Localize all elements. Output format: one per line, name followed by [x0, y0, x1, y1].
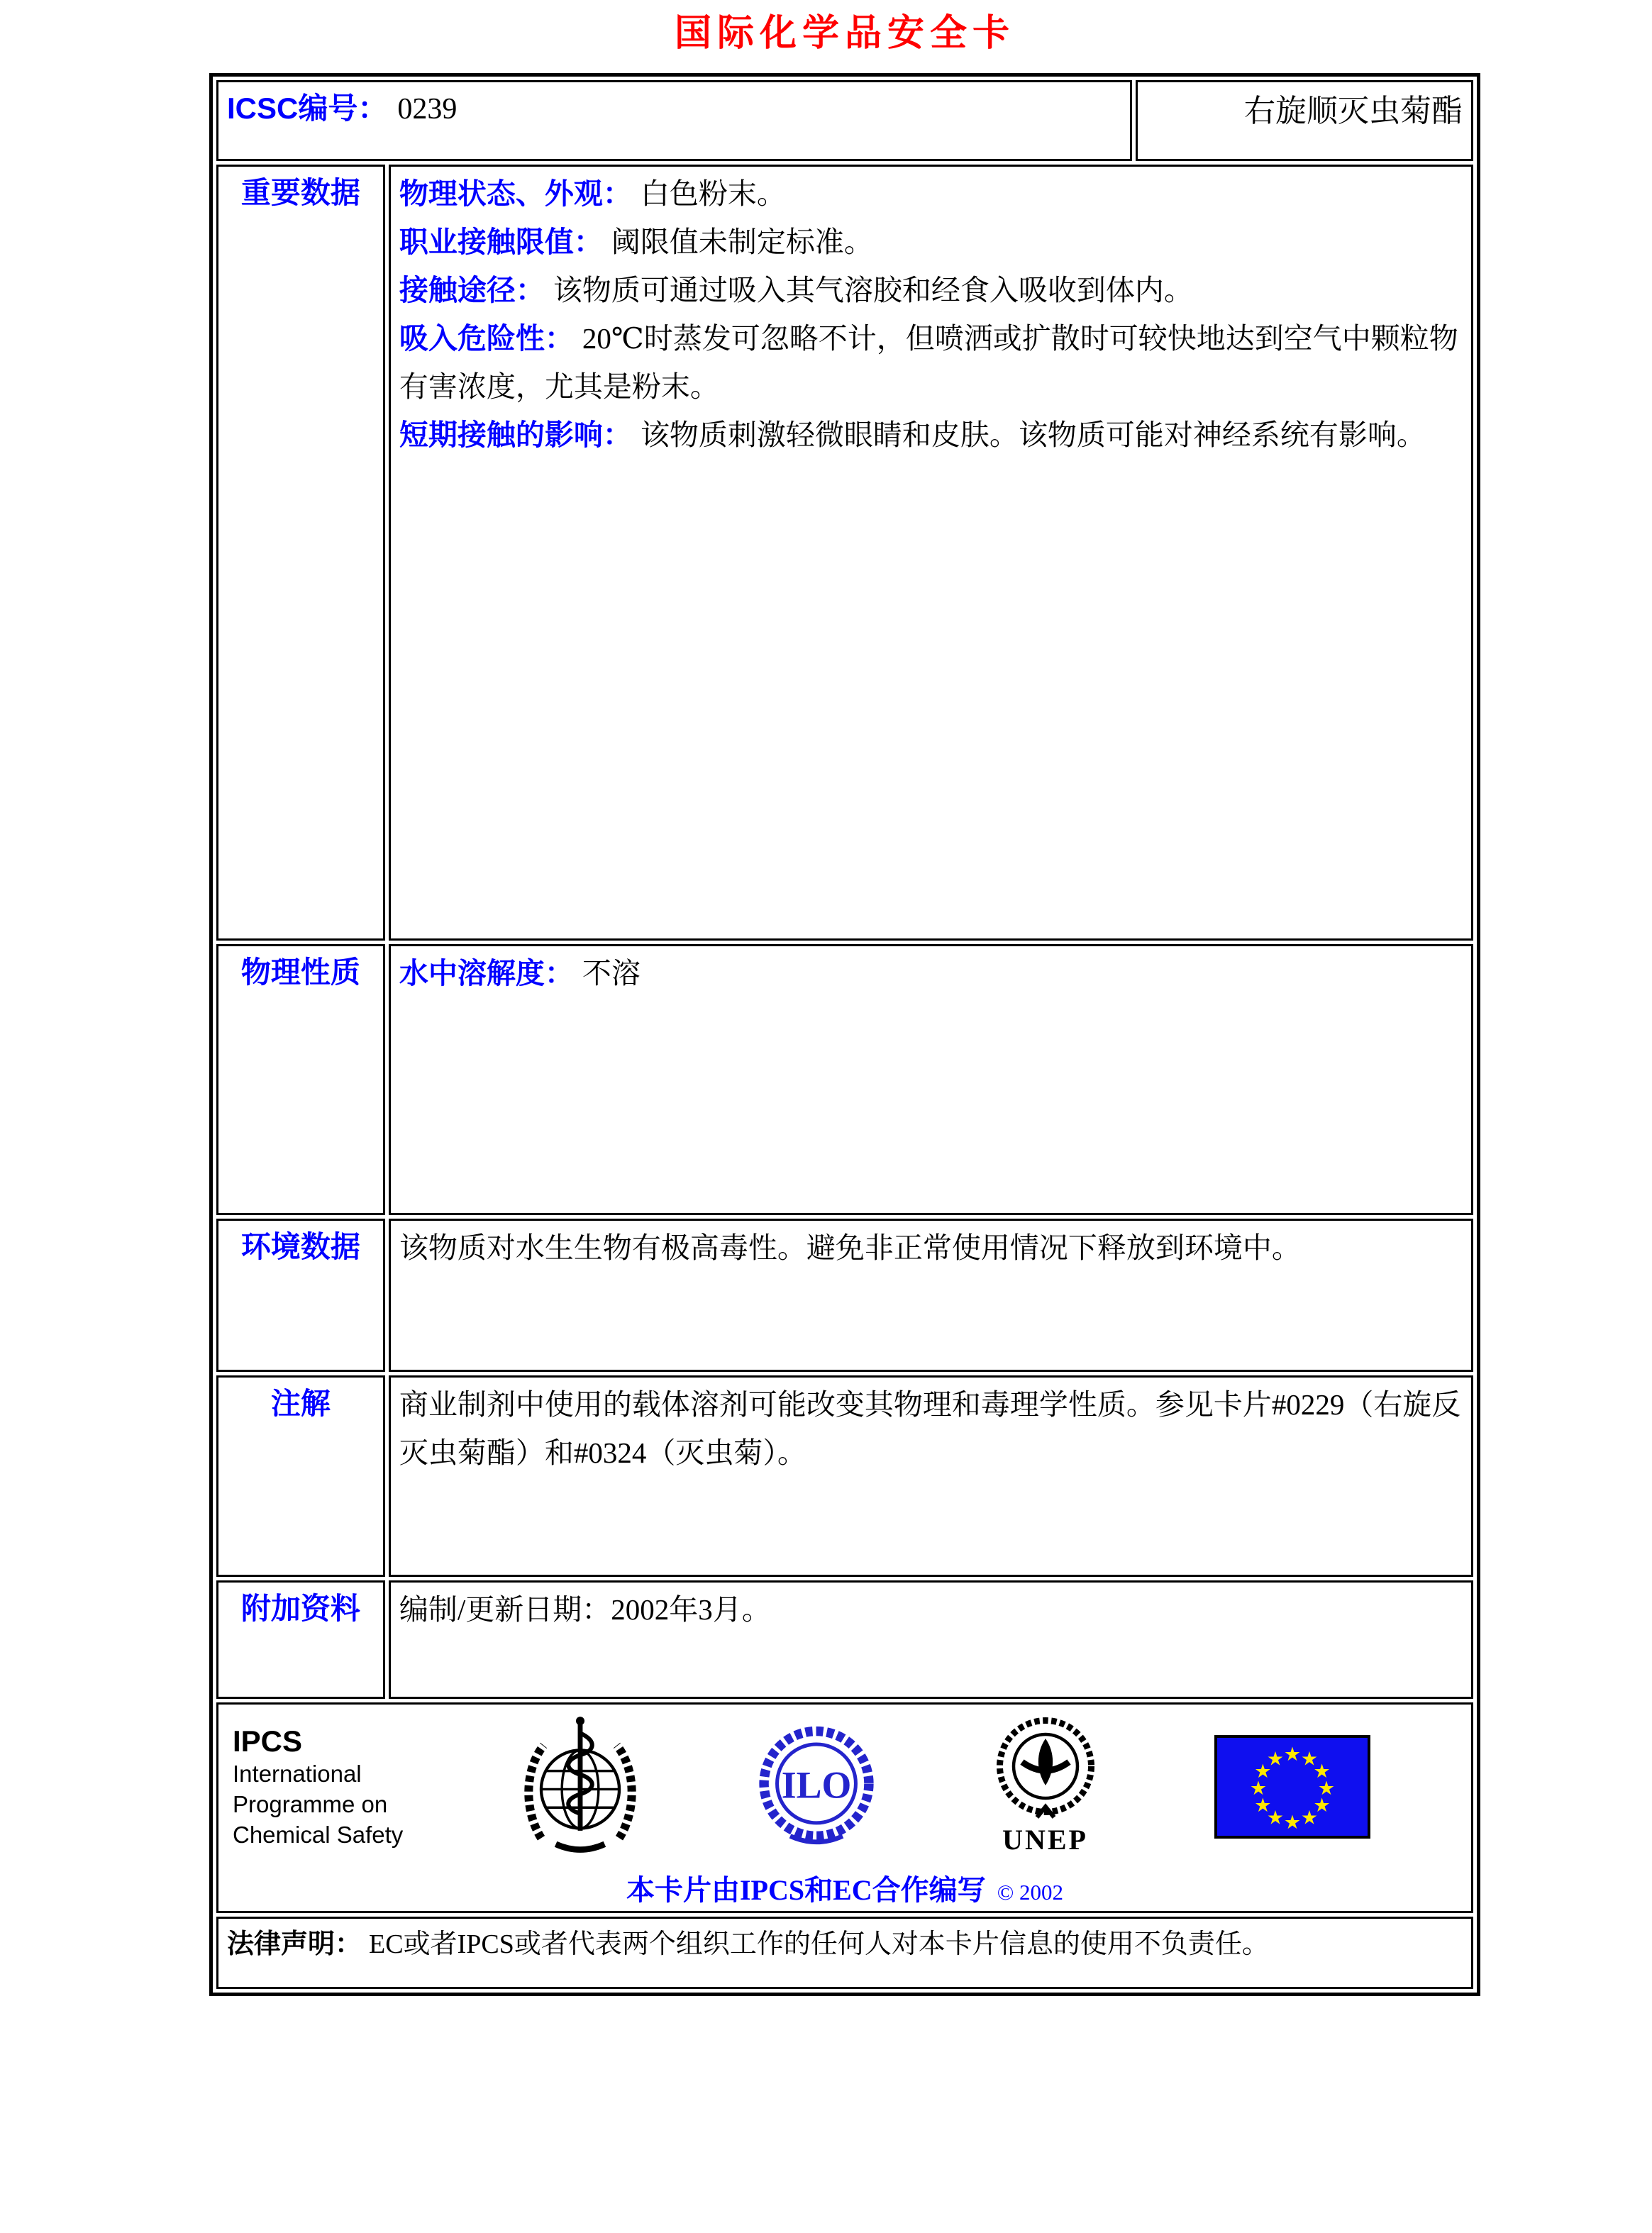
environmental-data-content — [389, 1219, 1473, 1372]
field-value-short-term-effects: 该物质刺激轻微眼睛和皮肤。该物质可能对神经系统有影响。 — [640, 419, 1426, 451]
svg-text:★: ★ — [1283, 1744, 1302, 1766]
legal-text: EC或者IPCS或者代表两个组织工作的任何人对本卡片信息的使用不负责任。 — [369, 1929, 1269, 1959]
field-inhalation-risk — [399, 314, 1463, 411]
field-label-short-term-effects: 短期接触的影响： — [399, 419, 632, 451]
field-label-physical-state: 物理状态、外观： — [399, 177, 632, 210]
field-value-inhalation-risk: 20℃时蒸发可忽略不计，但喷洒或扩散时可较快地达到空气中颗粒物有害浓度，尤其是粉末。 — [399, 322, 1458, 403]
eu-flag-icon — [1214, 1735, 1370, 1839]
ipcs-subtitle-line3: Chemical Safety — [233, 1821, 404, 1848]
additional-info-text: 编制/更新日期：2002年3月。 — [399, 1593, 771, 1626]
chemical-name: 右旋顺灭虫菊酯 — [1244, 94, 1463, 128]
field-value-physical-state: 白色粉末。 — [640, 177, 786, 210]
icsc-number-label: ICSC编号： — [227, 92, 388, 125]
svg-text:★: ★ — [1266, 1807, 1285, 1829]
legal-cell — [216, 1917, 1473, 1989]
unep-label: UNEP — [1002, 1824, 1088, 1856]
logos-row — [216, 1702, 1473, 1913]
field-label-occupational-limits: 职业接触限值： — [399, 226, 603, 258]
header-row — [216, 80, 1473, 161]
credit-text: 本卡片由IPCS和EC合作编写 — [626, 1874, 986, 1906]
field-physical-state — [399, 170, 1463, 218]
svg-text:★: ★ — [1254, 1795, 1272, 1817]
ilo-letters: ILO — [781, 1763, 852, 1807]
field-short-term-effects — [399, 411, 1463, 459]
svg-text:★: ★ — [1313, 1795, 1331, 1817]
svg-text:★: ★ — [1300, 1748, 1319, 1771]
field-value-water-solubility: 不溶 — [582, 957, 641, 990]
icsc-card-table — [209, 73, 1480, 1996]
field-label-exposure-routes: 接触途径： — [399, 274, 545, 306]
who-emblem-icon — [519, 1716, 641, 1858]
environmental-data-text: 该物质对水生生物有极高毒性。避免非正常使用情况下释放到环境中。 — [399, 1231, 1301, 1264]
svg-text:★: ★ — [1300, 1807, 1319, 1829]
icsc-number-value: 0239 — [397, 93, 458, 126]
section-label-additional-info: 附加资料 — [216, 1580, 385, 1699]
logos-cell — [216, 1702, 1473, 1913]
legal-label: 法律声明： — [227, 1929, 362, 1959]
notes-text: 商业制剂中使用的载体溶剂可能改变其物理和毒理学性质。参见卡片#0229（右旋反灭虫菊酯）和#0324（灭虫菊）。 — [399, 1388, 1461, 1469]
legal-row — [216, 1917, 1473, 1989]
field-label-water-solubility: 水中溶解度： — [399, 957, 574, 990]
field-water-solubility — [399, 949, 1463, 997]
section-label-environmental-data: 环境数据 — [216, 1219, 385, 1372]
ipcs-subtitle-line1: International — [233, 1760, 362, 1787]
field-label-inhalation-risk: 吸入危险性： — [399, 322, 574, 355]
field-value-occupational-limits: 阈限值未制定标准。 — [611, 226, 873, 258]
field-value-exposure-routes: 该物质可通过吸入其气溶胶和经食入吸收到体内。 — [553, 274, 1193, 306]
unep-block — [992, 1717, 1099, 1856]
credit-line — [227, 1868, 1463, 1908]
notes-row — [216, 1375, 1473, 1577]
important-data-content — [389, 165, 1473, 941]
svg-text:★: ★ — [1254, 1761, 1272, 1783]
environmental-data-row — [216, 1219, 1473, 1372]
svg-text:★: ★ — [1313, 1761, 1331, 1783]
section-label-notes: 注解 — [216, 1375, 385, 1577]
svg-text:★: ★ — [1249, 1778, 1268, 1800]
svg-text:★: ★ — [1317, 1778, 1336, 1800]
notes-content — [389, 1375, 1473, 1577]
icsc-number-cell — [216, 80, 1132, 161]
physical-properties-content — [389, 944, 1473, 1215]
ipcs-subtitle-line2: Programme on — [233, 1790, 388, 1817]
copyright-text: © 2002 — [997, 1880, 1063, 1905]
additional-info-content — [389, 1580, 1473, 1699]
section-label-physical-properties: 物理性质 — [216, 944, 385, 1215]
section-label-important-data: 重要数据 — [216, 165, 385, 941]
additional-info-row — [216, 1580, 1473, 1699]
unep-emblem-icon — [992, 1717, 1099, 1824]
field-exposure-routes — [399, 266, 1463, 314]
svg-text:★: ★ — [1266, 1748, 1285, 1771]
physical-properties-row — [216, 944, 1473, 1215]
svg-text:★: ★ — [1283, 1812, 1302, 1834]
chemical-name-cell — [1136, 80, 1473, 161]
ilo-emblem-icon — [757, 1722, 876, 1853]
page-title: 国际化学品安全卡 — [674, 13, 1015, 54]
ipcs-name: IPCS — [233, 1724, 303, 1758]
field-occupational-limits — [399, 218, 1463, 266]
ipcs-text-block — [233, 1724, 403, 1850]
important-data-row — [216, 165, 1473, 941]
